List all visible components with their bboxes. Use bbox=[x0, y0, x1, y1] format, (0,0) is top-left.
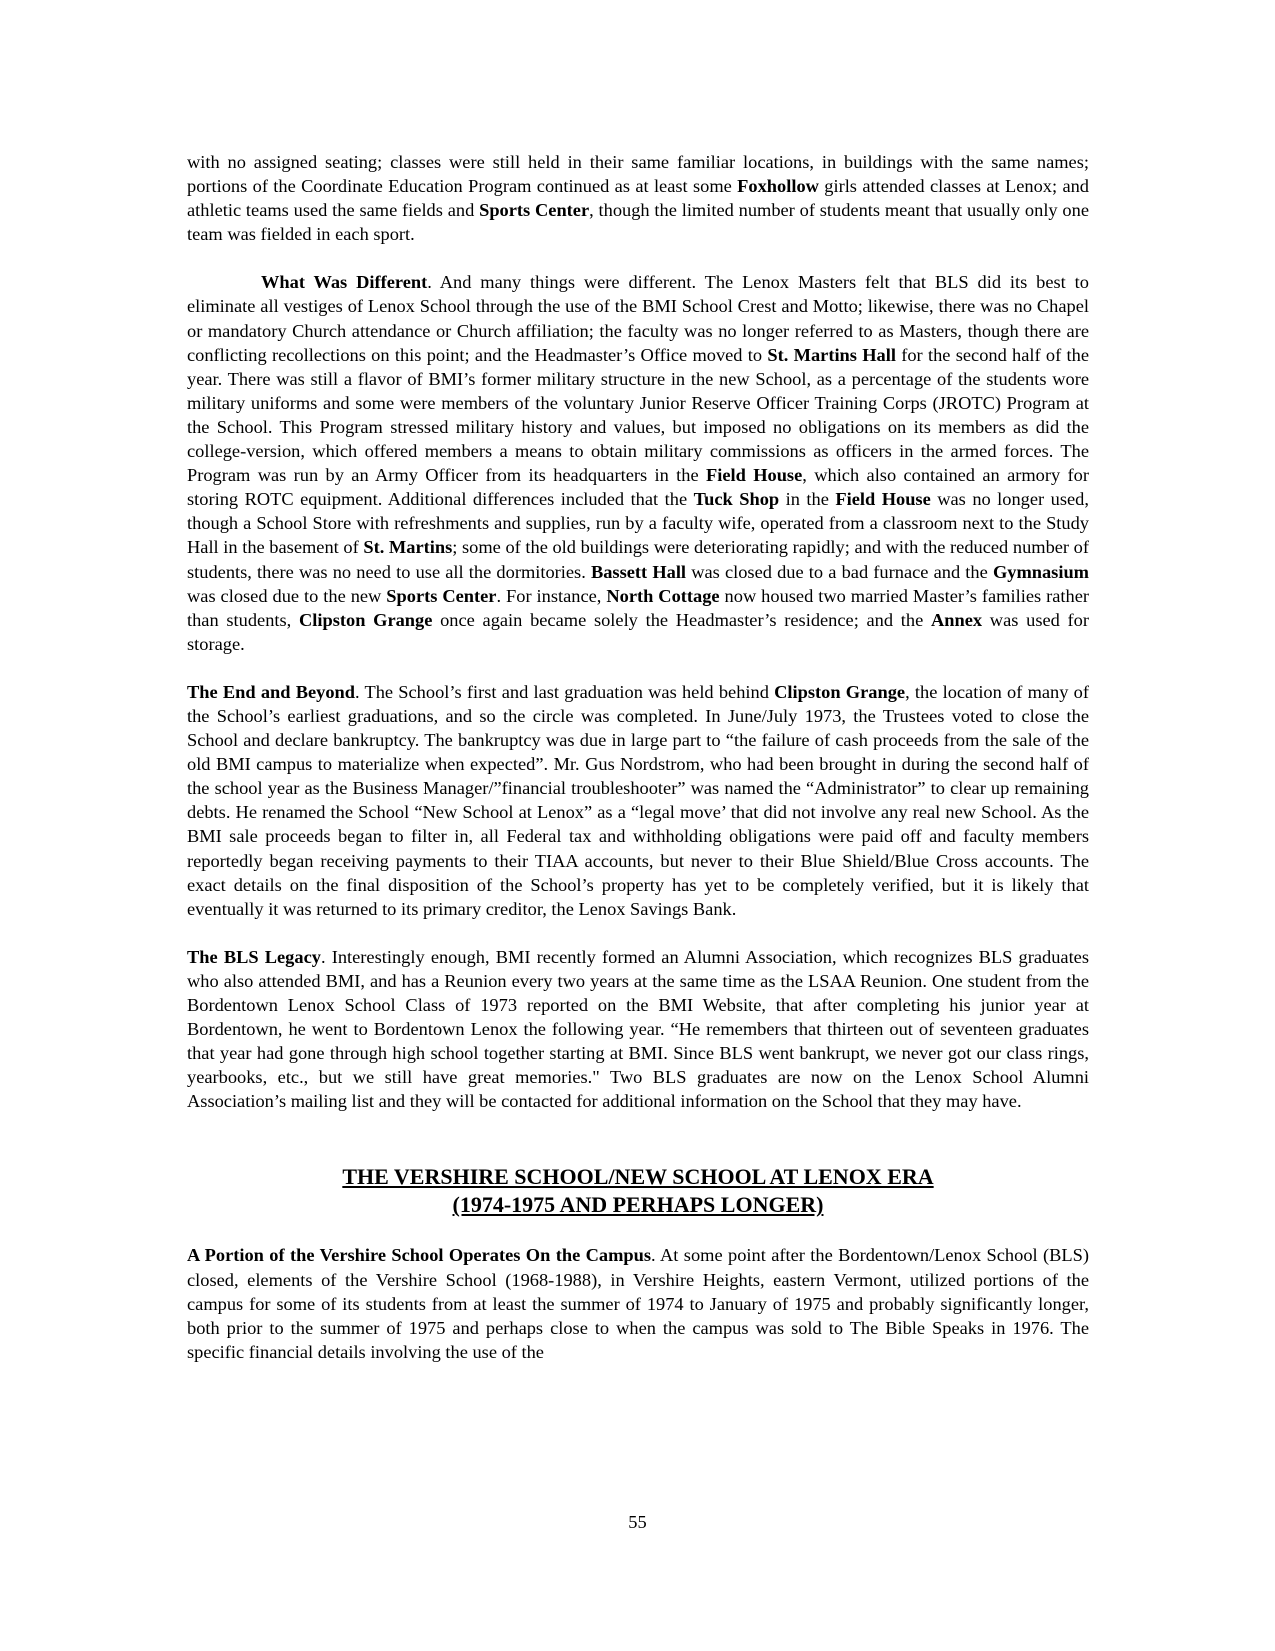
bold-term: St. Martins Hall bbox=[767, 344, 896, 365]
text-run: was closed due to a bad furnace and the bbox=[686, 561, 993, 582]
bold-term: Foxhollow bbox=[737, 176, 819, 197]
bold-term: The BLS Legacy bbox=[187, 946, 321, 967]
bold-term: A Portion of the Vershire School Operates On the Campus bbox=[187, 1245, 652, 1266]
text-run: ; some of the old buildings were deteriorating rapidly; and with the reduced number of students, there was no need to use all the dormitories. bbox=[187, 537, 1089, 582]
bold-term: The End and Beyond bbox=[187, 681, 355, 702]
bold-term: Bassett Hall bbox=[590, 561, 687, 582]
section-heading-line-2: (1974-1975 AND PERHAPS LONGER) bbox=[452, 1192, 824, 1218]
page-number: 55 bbox=[628, 1512, 647, 1532]
text-run: now housed two married Master’s families rather than students, bbox=[187, 585, 1089, 630]
text-run: with no assigned seating; classes were still held in their same familiar locations, in buildings with the same names; portions of the Coordinate Education Program continued as at least some bbox=[187, 152, 1089, 197]
text-run: was no longer used, though a School Store with refreshments and supplies, run by a faculty wife, operated from a classroom next to the Study Hall in the basement of bbox=[187, 489, 1089, 558]
text-run: . At some point after the Bordentown/Lenox School (BLS) closed, elements of the Vershire School (1968-1988), in Vershire Heights, eastern Vermont, utilized portions of the campus for some of its students from at least the summer of 1974 to January of 1975 and probably significantly longer, both prior to the summer of 1975 and perhaps close to when the campus was sold to The Bible Speaks in 1976. The specific financial details involving the use of the bbox=[187, 1245, 1089, 1362]
text-run: . The School’s first and last graduation was held behind bbox=[354, 681, 775, 702]
page-body bbox=[187, 150, 1089, 1388]
bold-term: North Cottage bbox=[606, 585, 720, 606]
text-run: was closed due to the new bbox=[187, 585, 387, 606]
paragraph-end-and-beyond bbox=[187, 680, 1089, 921]
paragraph-bls-legacy bbox=[187, 945, 1089, 1114]
bold-term: What Was Different bbox=[261, 272, 428, 293]
bold-term: Field House bbox=[835, 489, 931, 510]
bold-term: Clipston Grange bbox=[774, 681, 906, 702]
bold-term: Sports Center bbox=[386, 585, 497, 606]
bold-term: Tuck Shop bbox=[693, 489, 780, 510]
text-run: . For instance, bbox=[496, 585, 607, 606]
bold-term: Annex bbox=[930, 609, 983, 630]
bold-term: Field House bbox=[706, 465, 803, 486]
text-run: in the bbox=[779, 489, 836, 510]
text-run: , the location of many of the School’s earliest graduations, and so the circle was completed. In June/July 1973, the Trustees voted to close the School and declare bankruptcy. The bankruptcy was due in large part to “the failure of cash proceeds from the sale of the old BMI campus to materialize when expected”. Mr. Gus Nordstrom, who had been brought in during the second half of the school year as the Business Manager/”financial troubleshooter” was named the “Administrator” to clear up remaining debts. He renamed the School “New School at Lenox” as a “legal move’ that did not involve any real new School. As the BMI sale proceeds began to filter in, all Federal tax and withholding obligations were paid off and faculty members reportedly began receiving payments to their TIAA accounts, but never to their Blue Shield/Blue Cross accounts. The exact details on the final disposition of the School’s property has yet to be completely verified, but it is likely that eventually it was returned to its primary creditor, the Lenox Savings Bank. bbox=[187, 681, 1089, 919]
text-run: . And many things were different. The Lenox Masters felt that BLS did its best to eliminate all vestiges of Lenox School through the use of the BMI School Crest and Motto; likewise, there was no Chapel or mandatory Church attendance or Church affiliation; the faculty was no longer referred to as Masters, though there are conflicting recollections on this point; and the Headmaster’s Office moved to bbox=[187, 272, 1089, 365]
bold-term: Clipston Grange bbox=[298, 609, 433, 630]
section-heading-line-1: THE VERSHIRE SCHOOL/NEW SCHOOL AT LENOX ERA bbox=[342, 1164, 934, 1190]
bold-term: Sports Center bbox=[479, 200, 590, 221]
text-run: , though the limited number of students meant that usually only one team was fielded in each sport. bbox=[187, 200, 1089, 245]
text-run: once again became solely the Headmaster’s residence; and the bbox=[432, 609, 931, 630]
bold-term: Gymnasium bbox=[992, 561, 1089, 582]
section-heading bbox=[187, 1163, 1089, 1219]
text-run: . Interestingly enough, BMI recently formed an Alumni Association, which recognizes BLS graduates who also attended BMI, and has a Reunion every two years at the same time as the LSAA Reunion. One student from the Bordentown Lenox School Class of 1973 reported on the BMI Website, that after completing his junior year at Bordentown, he went to Bordentown Lenox the following year. “He remembers that thirteen out of seventeen graduates that year had gone through high school together starting at BMI. Since BLS went bankrupt, we never got our class rings, yearbooks, etc., but we still have great memories." Two BLS graduates are now on the Lenox School Alumni Association’s mailing list and they will be contacted for additional information on the School that they may have. bbox=[187, 946, 1090, 1112]
paragraph-what-was-different bbox=[187, 270, 1089, 656]
text-run: girls attended classes at Lenox; and athletic teams used the same fields and bbox=[187, 176, 1089, 221]
text-run: for the second half of the year. There was still a flavor of BMI’s former military structure in the new School, as a percentage of the students wore military uniforms and some were members of the voluntary Junior Reserve Officer Training Corps (JROTC) Program at the School. This Program stressed military history and values, but imposed no obligations on its members as did the college-version, which offered members a means to obtain military commissions as officers in the armed forces. The Program was run by an Army Officer from its headquarters in the bbox=[187, 344, 1089, 486]
text-run: , which also contained an armory for storing ROTC equipment. Additional differences included that the bbox=[187, 465, 1089, 510]
text-run: was used for storage. bbox=[187, 609, 1089, 654]
paragraph-continuation bbox=[187, 150, 1089, 246]
bold-term: St. Martins bbox=[363, 537, 453, 558]
paragraph-vershire-portion bbox=[187, 1243, 1089, 1363]
